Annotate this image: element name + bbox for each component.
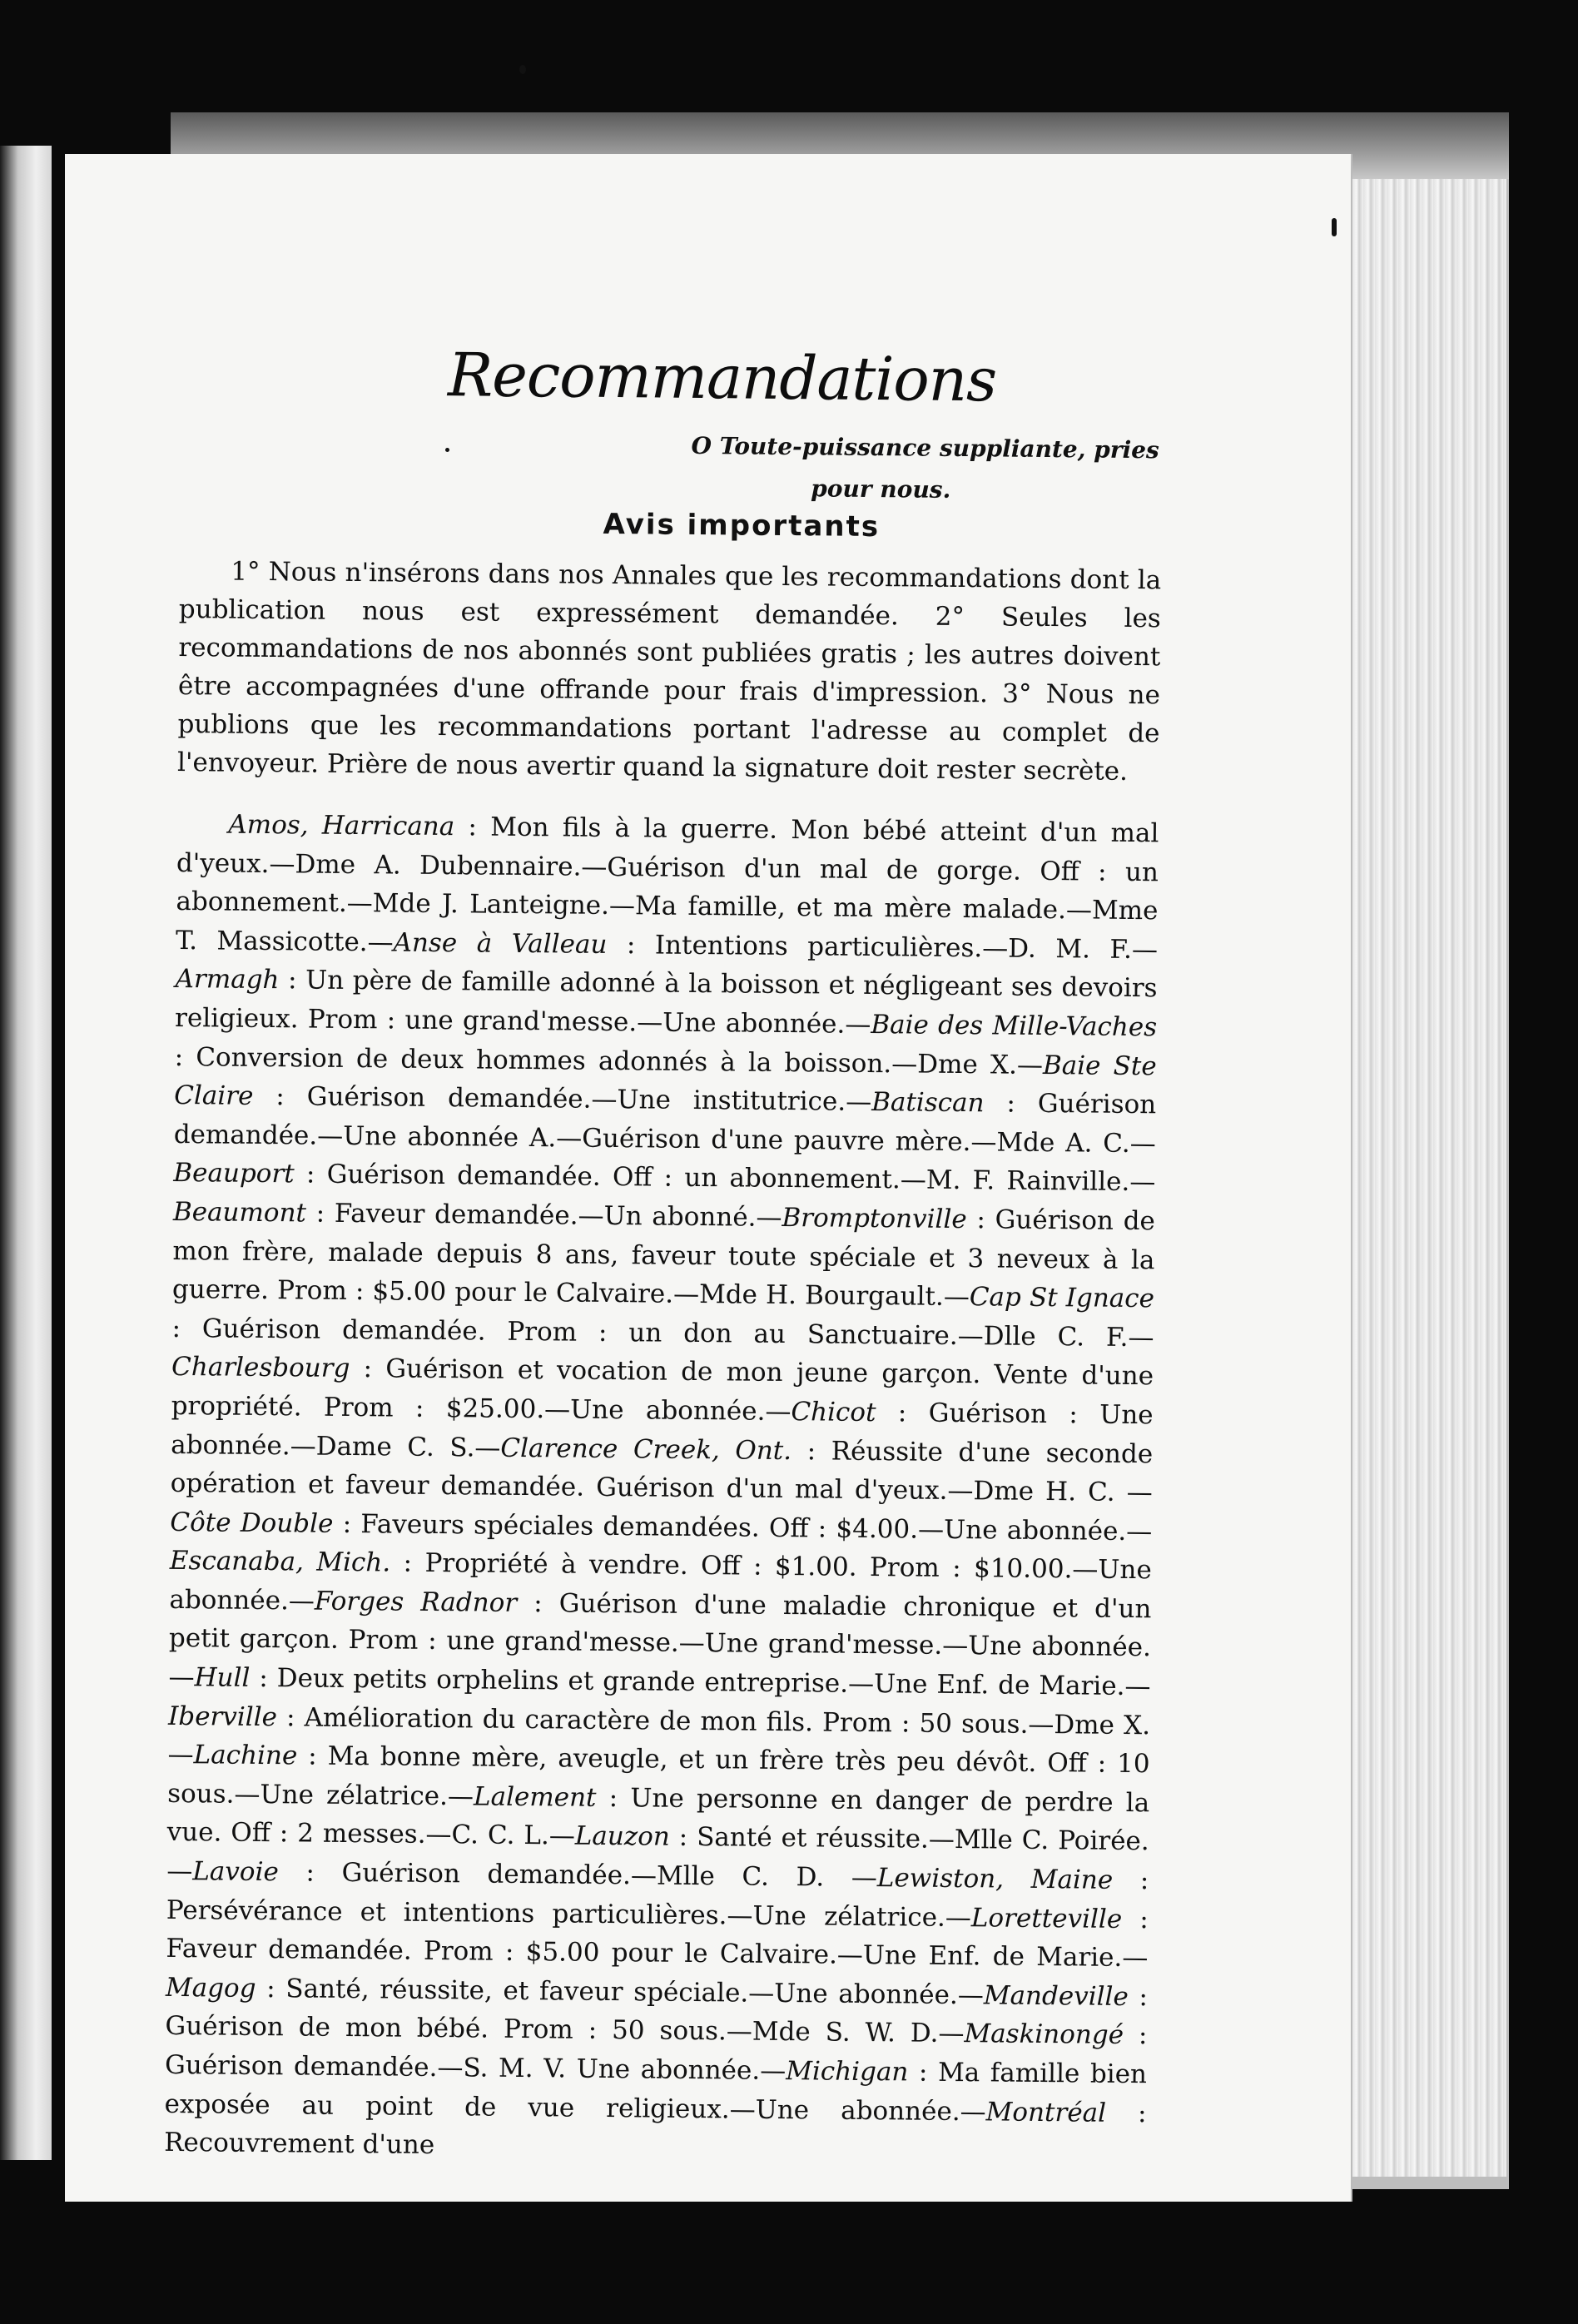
entry-place: Loretteville [970, 1902, 1123, 1934]
entry-text: : Santé et réussite.—Mlle C. Poirée.— [166, 1822, 1149, 1887]
entry-text: : Amélioration du caractère de mon fils. Prom : 50 sous.—Dme X.— [167, 1701, 1151, 1770]
entry-place: Charlesbourg [171, 1352, 350, 1384]
recommendations-list [164, 805, 1159, 2172]
entry-text: : Deux petits orphelins et grande entreprise.—Une Enf. de Marie.— [250, 1662, 1151, 1702]
entry-text: : Guérison demandée.—S. M. V. Une abonnée.— [164, 2020, 1148, 2087]
invocation [180, 420, 1159, 513]
page-content [164, 337, 1164, 2172]
entry-text: : Recouvrement d'une [164, 2098, 1147, 2161]
entry-text: : Guérison demandée. Off : un abonnement.—M. F. Rainville.— [294, 1159, 1156, 1198]
entry-text: : Guérison : Une abonnée.—Dame C. S.— [171, 1397, 1154, 1463]
notice-body: 1° Nous n'insérons dans nos Annales que les recommandations dont la publication nous est expressément demandée. 2° Seules les recommandations de nos abonnés sont publiées gratis ; les autres doivent être accompagnées d'une offrande pour frais d'impression. 3° Nous ne publions que les recommandations portant l'adresse au complet de l'envoyeur. Prière de nous avertir quand la signature doit rester secrète. [176, 556, 1162, 787]
entry-text: : Ma famille bien exposée au point de vue religieux.—Une abonnée.— [164, 2057, 1148, 2127]
speck [445, 448, 449, 452]
entry-text: : Guérison demandée.—Mlle C. D. — [278, 1857, 878, 1894]
entry-place: Cap St Ignace [969, 1282, 1155, 1314]
entry-text: : Guérison demandée.—Une institutrice.— [253, 1081, 872, 1118]
entry-text: : Intentions particulières.—D. M. F.— [607, 929, 1159, 966]
entry-place: Anse à Valleau [393, 927, 608, 960]
entry-place: Bromptonville [782, 1202, 967, 1235]
entry-place: Batiscan [871, 1087, 985, 1119]
invocation-line-1: O Toute-puissance suppliante, pries [691, 431, 1159, 464]
entry-place: Escanaba, Mich. [169, 1546, 391, 1578]
entry-place: Amos, Harricana [228, 809, 455, 842]
entry-text: : Guérison demandée.—Une abonnée A.—Guérison d'une pauvre mère.—Mde A. C.— [173, 1088, 1157, 1160]
entry-text: : Guérison d'une maladie chronique et d'un petit garçon. Prom : une grand'messe.—Une grand'messe.—Une abonnée.— [168, 1587, 1152, 1693]
entry-place: Michigan [786, 2056, 909, 2088]
entry-place: Lalement [473, 1781, 597, 1813]
entry-text: : Faveurs spéciales demandées. Off : $4.00.—Une abonnée.— [333, 1508, 1153, 1547]
entry-place: Baie Ste Claire [174, 1050, 1157, 1112]
entry-place: Beauport [173, 1158, 295, 1189]
invocation-line-2: pour nous. [811, 474, 951, 504]
entry-text: : Ma bonne mère, aveugle, et un frère très peu dévôt. Off : 10 sous.—Une zélatrice.— [167, 1741, 1150, 1812]
entry-text: : Faveur demandée.—Un abonné.— [305, 1198, 782, 1233]
entry-place: Lachine [193, 1740, 298, 1771]
entry-place: Montréal [985, 2096, 1107, 2128]
entry-text: : Santé, réussite, et faveur spéciale.—Une abonnée.— [256, 1973, 984, 2011]
entry-place: Mandeville [983, 1980, 1129, 2012]
page-title: Recommandations [447, 340, 997, 415]
entry-text: : Une personne en danger de perdre la vue. Off : 2 messes.—C. C. L.— [166, 1782, 1150, 1852]
entry-place: Lavoie [192, 1856, 279, 1888]
page-stack-edge [1340, 179, 1506, 2177]
entry-place: Chicot [791, 1396, 876, 1428]
entry-place: Iberville [167, 1701, 278, 1732]
entry-place: Maskinongé [964, 2019, 1124, 2051]
entry-place: Lewiston, Maine [876, 1863, 1114, 1895]
scanned-page [65, 154, 1351, 2202]
entry-text: : Guérison et vocation de mon jeune garçon. Vente d'une propriété. Prom : $25.00.—Une abonnée.— [171, 1353, 1154, 1427]
entry-place: Armagh [175, 964, 280, 996]
entry-text: : Faveur demandée. Prom : $5.00 pour le Calvaire.—Une Enf. de Marie.— [166, 1904, 1149, 1974]
notice-heading: Avis importants [603, 507, 881, 544]
entry-place: Magog [165, 1972, 256, 2004]
entry-text: : Conversion de deux hommes adonnés à la boisson.—Dme X.— [174, 1041, 1044, 1080]
entry-place: Beaumont [172, 1196, 307, 1229]
entry-place: Forges Radnor [314, 1586, 518, 1618]
entry-text: : Réussite d'une seconde opération et faveur demandée. Guérison d'un mal d'yeux.—Dme H. C. — [170, 1435, 1154, 1508]
entry-text: : Propriété à vendre. Off : $1.00. Prom : $10.00.—Une abonnée.— [169, 1547, 1153, 1616]
entry-text: : Guérison de mon bébé. Prom : 50 sous.—Mde S. W. D.— [165, 1981, 1149, 2049]
entry-text: : Guérison de mon frère, malade depuis 8 ans, faveur toute spéciale et 3 neveux à la guerre. Prom : $5.00 pour le Calvaire.—Mde H. Bourgault.— [171, 1204, 1156, 1313]
entry-text: : Guérison demandée. Prom : un don au Sanctuaire.—Dlle C. F.— [171, 1313, 1154, 1353]
speck [519, 65, 526, 74]
entry-place: Clarence Creek, Ont. [500, 1433, 792, 1466]
entry-text: : Un père de famille adonné à la boisson et négligeant ses devoirs religieux. Prom : une grand'messe.—Une abonnée.— [174, 965, 1158, 1040]
speck [1332, 218, 1337, 236]
entry-place: Côte Double [170, 1507, 334, 1539]
entry-place: Lauzon [574, 1821, 670, 1853]
entry-place: Hull [194, 1662, 251, 1693]
entry-text: : Persévérance et intentions particulières.—Une zélatrice.— [166, 1865, 1149, 1933]
entry-text: : Mon fils à la guerre. Mon bébé atteint d'un mal d'yeux.—Dme A. Dubennaire.—Guérison d'un mal de gorge. Off : un abonnement.—Mde J. Lanteigne.—Ma famille, et ma mère malade.—Mme T. Massicotte.— [175, 812, 1159, 958]
facing-page-edge [0, 146, 52, 2160]
entry-place: Baie des Mille-Vaches [871, 1009, 1158, 1043]
